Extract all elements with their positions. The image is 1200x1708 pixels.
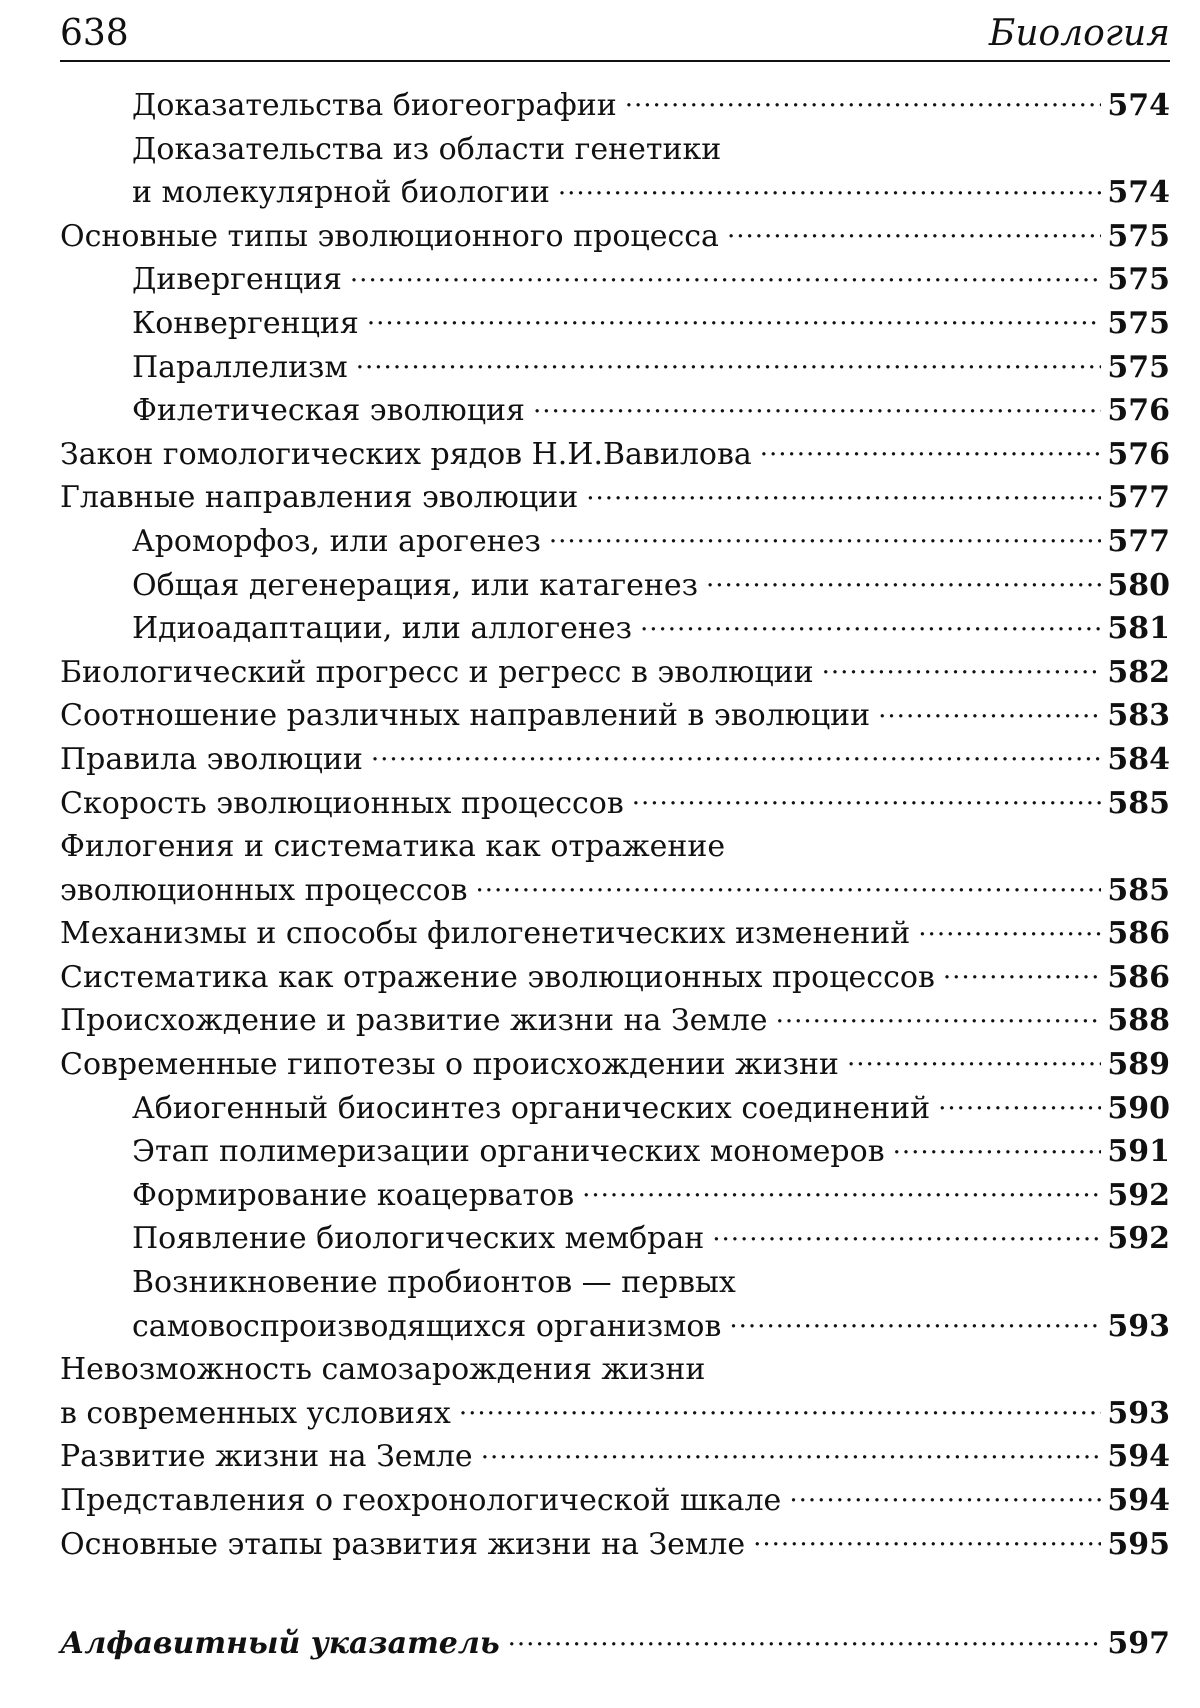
header-rule (60, 60, 1170, 62)
dot-leader (893, 1131, 1102, 1161)
page-number: 638 (60, 13, 129, 54)
toc-entry-line (132, 1174, 1170, 1218)
toc-entry-page: 590 (1107, 1090, 1170, 1126)
toc-entry (60, 1130, 1170, 1174)
dot-leader (789, 1480, 1101, 1510)
toc-entry-page: 586 (1107, 916, 1170, 952)
toc-entry (60, 1261, 1170, 1348)
toc-entry-page: 585 (1107, 785, 1170, 821)
toc-entry (60, 738, 1170, 782)
toc-entry-page: 592 (1107, 1221, 1170, 1257)
toc-entry (60, 346, 1170, 390)
toc-entry-title: Соотношение различных направлений в эволюции (60, 698, 871, 734)
toc-entry-line (132, 607, 1170, 651)
toc-entry-page: 593 (1107, 1308, 1170, 1344)
toc-entry-line (60, 999, 1170, 1043)
toc-entry-title: Развитие жизни на Земле (60, 1439, 473, 1475)
toc-entry (60, 84, 1170, 128)
toc-entry-title: Биологический прогресс и регресс в эволюции (60, 654, 814, 690)
dot-leader (938, 1088, 1101, 1118)
toc-entry-line (132, 520, 1170, 564)
toc-entry-title: и молекулярной биологии (132, 175, 550, 211)
dot-leader (729, 1306, 1101, 1336)
dot-leader (508, 1623, 1102, 1653)
toc-entry-title: Скорость эволюционных процессов (60, 785, 624, 821)
toc-entry (60, 1523, 1170, 1567)
dot-leader (475, 870, 1101, 900)
dot-leader (481, 1436, 1102, 1466)
toc-entry-page: 577 (1107, 480, 1170, 516)
toc-entry-line (60, 215, 1170, 259)
toc-entry (60, 1087, 1170, 1131)
toc-entry-page: 584 (1107, 741, 1170, 777)
toc-entry-line (132, 1087, 1170, 1131)
toc-entry-line (132, 171, 1170, 215)
toc-entry-page: 591 (1107, 1134, 1170, 1170)
toc-entry-line (132, 1217, 1170, 1261)
toc-entry-alphabetical-index (60, 1622, 1170, 1666)
toc-entry-line (60, 651, 1170, 695)
toc-entry-title: Ароморфоз, или арогенез (132, 523, 541, 559)
toc-entry-title: Представления о геохронологической шкале (60, 1483, 782, 1518)
toc-entry-title: Идиоадаптации, или аллогенез (132, 611, 632, 647)
toc-entry-line (60, 433, 1170, 477)
table-of-contents (60, 84, 1170, 1566)
toc-entry-page: 589 (1107, 1047, 1170, 1083)
toc-entry-line (60, 1523, 1170, 1567)
dot-leader (753, 1524, 1101, 1554)
toc-entry-title: Формирование коацерватов (132, 1177, 575, 1213)
dot-leader (712, 1218, 1101, 1248)
toc-entry (60, 1217, 1170, 1261)
toc-entry-page: 575 (1107, 262, 1170, 298)
dot-leader (533, 390, 1101, 420)
toc-entry-title: Основные этапы развития жизни на Земле (60, 1526, 746, 1562)
toc-entry (60, 433, 1170, 477)
toc-entry (60, 128, 1170, 215)
toc-entry-line (132, 389, 1170, 433)
toc-entry-title: Правила эволюции (60, 741, 363, 777)
toc-entry (60, 258, 1170, 302)
toc-entry-line (132, 258, 1170, 302)
toc-entry (60, 1043, 1170, 1087)
toc-entry-title: Филетическая эволюция (132, 393, 525, 429)
toc-entry-title-line: Невозможность самозарождения жизни (60, 1352, 706, 1388)
toc-entry-page: 594 (1107, 1483, 1170, 1518)
toc-entry-line (60, 694, 1170, 738)
toc-entry-line (60, 956, 1170, 1000)
dot-leader (727, 216, 1101, 246)
dot-leader (371, 739, 1102, 769)
toc-entry-title: Параллелизм (132, 349, 348, 385)
toc-entry-title: эволюционных процессов (60, 872, 468, 908)
dot-leader (356, 347, 1102, 377)
toc-entry-line (132, 1305, 1170, 1349)
toc-entry-line (132, 346, 1170, 390)
dot-leader (549, 521, 1101, 551)
toc-entry-title: Происхождение и развитие жизни на Земле (60, 1003, 768, 1039)
toc-entry-page: 588 (1107, 1003, 1170, 1039)
toc-entry (60, 564, 1170, 608)
toc-entry (60, 1479, 1170, 1523)
toc-entry-title: Систематика как отражение эволюционных процессов (60, 959, 935, 995)
toc-entry-title: Алфавитный указатель (60, 1626, 500, 1661)
toc-entry-line (60, 1392, 1170, 1436)
toc-entry-page: 592 (1107, 1177, 1170, 1213)
toc-entry-line (60, 476, 1170, 520)
document-page (60, 0, 1170, 1708)
toc-entry-title: Современные гипотезы о происхождении жизни (60, 1047, 839, 1083)
dot-leader (706, 565, 1101, 595)
toc-entry (60, 302, 1170, 346)
dot-leader (776, 1000, 1102, 1030)
page-header (60, 12, 1170, 56)
toc-entry-line (132, 84, 1170, 128)
toc-entry-title: Главные направления эволюции (60, 480, 579, 516)
toc-entry-page: 581 (1107, 611, 1170, 647)
toc-entry-line (60, 1435, 1170, 1479)
dot-leader (582, 1175, 1101, 1205)
dot-leader (350, 259, 1101, 289)
dot-leader (632, 783, 1102, 813)
toc-entry-page: 582 (1107, 654, 1170, 690)
toc-entry-title: Общая дегенерация, или катагенез (132, 567, 699, 603)
toc-entry-page: 593 (1107, 1395, 1170, 1431)
toc-entry-line (60, 1043, 1170, 1087)
toc-entry-page: 586 (1107, 959, 1170, 995)
toc-entry-title-line: Филогения и систематика как отражение (60, 829, 726, 865)
toc-entry-title: Закон гомологических рядов Н.И.Вавилова (60, 436, 752, 472)
toc-entry-page: 580 (1107, 567, 1170, 603)
toc-entry (60, 607, 1170, 651)
running-title: Биология (988, 13, 1170, 54)
toc-entry-page: 575 (1107, 218, 1170, 254)
toc-entry (60, 782, 1170, 826)
toc-entry-line (60, 869, 1170, 913)
toc-entry-title: Основные типы эволюционного процесса (60, 218, 719, 254)
dot-leader (640, 608, 1101, 638)
toc-entry-page: 597 (1107, 1626, 1170, 1661)
toc-entry-page: 577 (1107, 523, 1170, 559)
toc-entry-page: 575 (1107, 305, 1170, 341)
toc-entry-page: 594 (1107, 1439, 1170, 1475)
toc-entry-line (60, 1479, 1170, 1523)
toc-entry (60, 694, 1170, 738)
toc-entry-line (60, 782, 1170, 826)
dot-leader (847, 1044, 1101, 1074)
toc-entry-line (132, 302, 1170, 346)
toc-entry-page: 595 (1107, 1526, 1170, 1562)
toc-entry-page: 576 (1107, 393, 1170, 429)
dot-leader (459, 1393, 1102, 1423)
toc-entry (60, 825, 1170, 912)
toc-entry-title-line: Доказательства из области генетики (132, 131, 722, 167)
toc-entry (60, 1348, 1170, 1435)
toc-entry-title: в современных условиях (60, 1395, 451, 1431)
toc-entry-title: Конвергенция (132, 305, 359, 341)
toc-entry (60, 1174, 1170, 1218)
toc-entry (60, 476, 1170, 520)
toc-entry-title: Этап полимеризации органических мономеров (132, 1134, 885, 1170)
toc-entry (60, 389, 1170, 433)
toc-entry-title: Дивергенция (132, 262, 342, 298)
toc-entry (60, 651, 1170, 695)
dot-leader (625, 85, 1102, 115)
toc-entry-page: 575 (1107, 349, 1170, 385)
toc-entry-page: 583 (1107, 698, 1170, 734)
toc-entry-line (132, 564, 1170, 608)
toc-entry-line (60, 738, 1170, 782)
toc-entry-line (132, 1130, 1170, 1174)
dot-leader (760, 434, 1102, 464)
toc-entry-title: Появление биологических мембран (132, 1221, 705, 1257)
dot-leader (558, 172, 1102, 202)
toc-entry (60, 999, 1170, 1043)
toc-entry (60, 912, 1170, 956)
toc-entry (60, 956, 1170, 1000)
toc-entry (60, 215, 1170, 259)
toc-entry-page: 574 (1107, 175, 1170, 211)
toc-entry-title: Доказательства биогеографии (132, 88, 617, 123)
toc-entry (60, 1435, 1170, 1479)
toc-entry (60, 520, 1170, 564)
toc-entry-title: Абиогенный биосинтез органических соединений (132, 1090, 931, 1126)
toc-entry-page: 576 (1107, 436, 1170, 472)
toc-entry-title: Механизмы и способы филогенетических изменений (60, 916, 911, 952)
dot-leader (943, 957, 1102, 987)
toc-entry-line (60, 912, 1170, 956)
toc-entry-page: 574 (1107, 88, 1170, 123)
dot-leader (918, 913, 1101, 943)
dot-leader (367, 303, 1102, 333)
dot-leader (586, 477, 1101, 507)
toc-entry-title: самовоспроизводящихся организмов (132, 1308, 722, 1344)
dot-leader (878, 695, 1101, 725)
toc-entry-title-line: Возникновение пробионтов — первых (132, 1265, 736, 1301)
toc-entry-page: 585 (1107, 872, 1170, 908)
dot-leader (822, 652, 1102, 682)
